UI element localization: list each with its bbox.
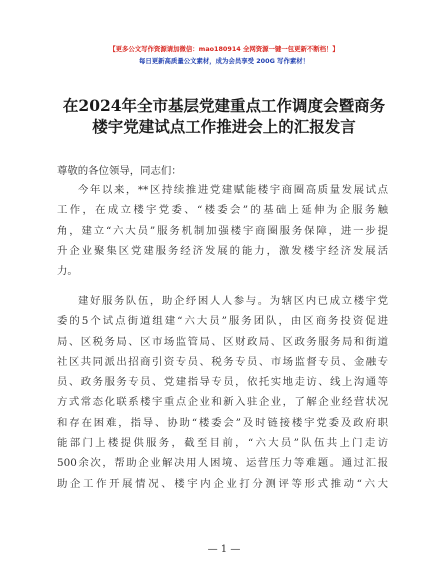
paragraph-line: 能部门上楼提供服务，截至目前，“六大员”队伍共上门走访: [57, 437, 388, 450]
paragraph-line: 力。: [57, 265, 78, 278]
document-title-line-1: 在2024年全市基层党建重点工作调度会暨商务: [62, 96, 386, 115]
paragraph-line: 500余次，帮助企业解决用人困境、运营压力等难题。通过汇报: [57, 457, 388, 470]
paragraph-line: 升企业聚集区党建服务经济发展的能力，激发楼宇经济发展活: [57, 244, 388, 257]
paragraph-line: 社区共同派出招商引资专员、税务专员、市场监督专员、金融专: [57, 355, 388, 368]
paragraph-line: 员、政务服务专员、党建指导专员，依托实地走访、线上沟通等: [57, 376, 388, 389]
promo-banner-line-2: 每日更新高质量公文素材，成为会员享受 200G 写作素材！: [138, 57, 310, 65]
paragraph-2: [57, 291, 388, 494]
paragraph-line: 工作，在成立楼宇党委、“楼委会”的基础上延伸为企服务触: [57, 204, 388, 217]
salutation: 尊敬的各位领导，同志们：: [57, 165, 182, 177]
promo-banner-line-1: 【更多公文写作资源请加微信：mao180914 全网资源一键一包更新不断档！】: [109, 45, 339, 53]
paragraph-line: 委的5个试点街道组建“六大员”服务团队，由区商务投资促进: [57, 315, 388, 328]
paragraph-line: 局、区税务局、区市场监管局、区财政局、区政务服务局和街道: [57, 335, 388, 348]
paragraph-line: 建好服务队伍，助企纾困人人参与。为辖区内已成立楼宇党: [78, 295, 388, 307]
paragraph-1: [57, 180, 388, 281]
page-number: — 1 —: [207, 544, 241, 555]
document-title-line-2: 楼宇党建试点工作推进会上的汇报发言: [92, 117, 356, 136]
paragraph-line: 和存在困难，指导、协助“楼委会”及时链接楼宇党委及政府职: [57, 416, 388, 429]
paragraph-line: 方式常态化联系楼宇重点企业和新入驻企业，了解企业经营状况: [57, 396, 388, 409]
paragraph-line: 今年以来，**区持续推进党建赋能楼宇商圈高质量发展试点: [78, 184, 388, 196]
paragraph-line: 角，建立“六大员”服务机制加强楼宇商圈服务保障，进一步提: [57, 224, 388, 237]
paragraph-line: 助企工作开展情况、楼宇内企业打分测评等形式推动“六大: [57, 477, 388, 490]
